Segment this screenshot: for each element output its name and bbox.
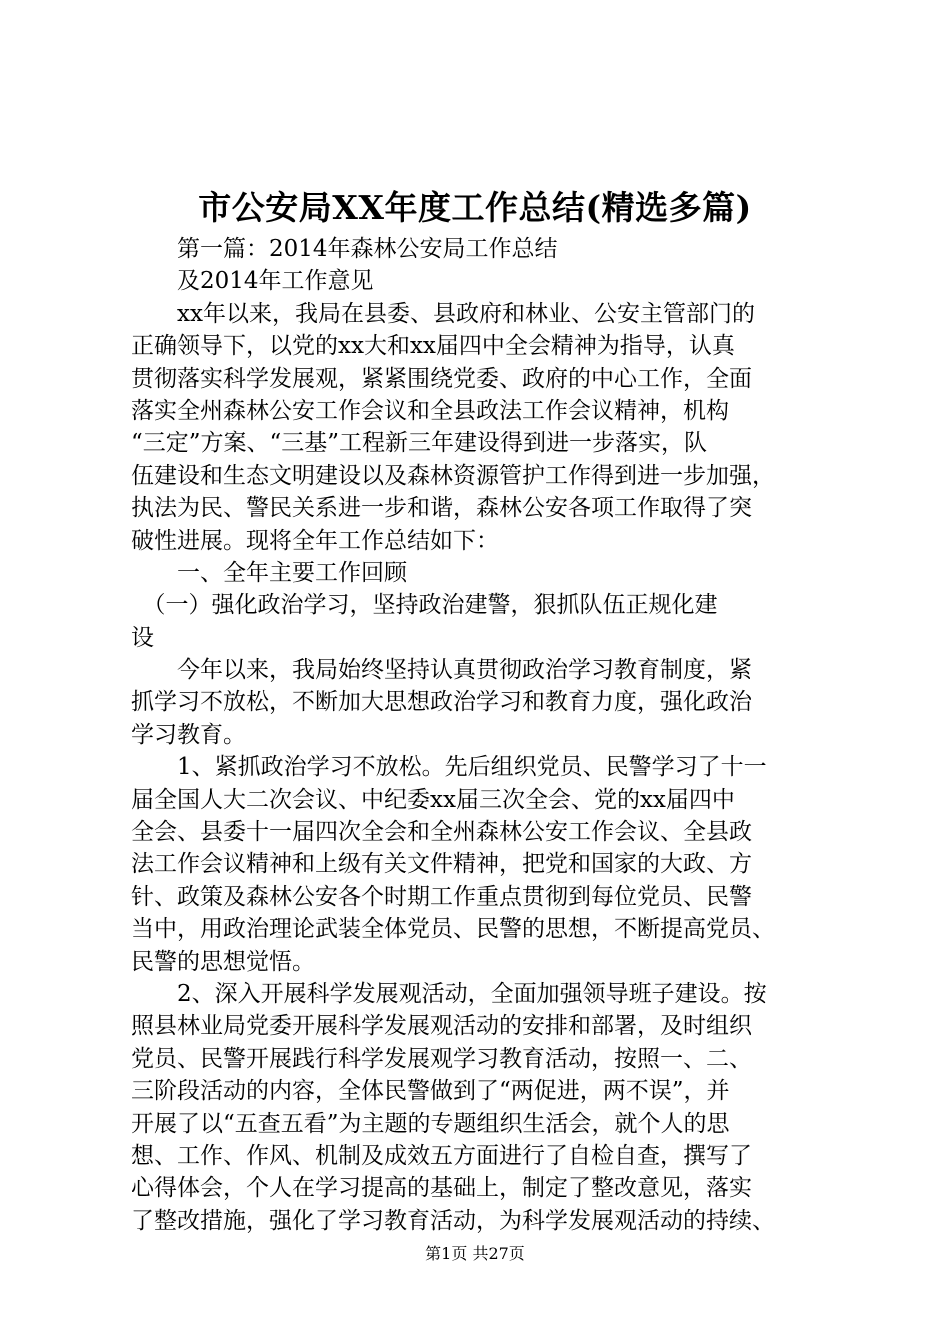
body-line: 学习教育。 [131,721,246,748]
body-line: 法工作会议精神和上级有关文件精神，把党和国家的大政、方 [131,851,752,878]
body-line: 三阶段活动的内容，全体民警做到了“两促进，两不误”，并 [131,1078,730,1105]
body-line: 届全国人大二次会议、中纪委xx届三次全会、党的xx届四中 [131,786,735,813]
body-line: 1、紧抓政治学习不放松。先后组织党员、民警学习了十一 [131,754,767,781]
body-line: 今年以来，我局始终坚持认真贯彻政治学习教育制度，紧 [131,657,752,684]
page-footer: 第1页 共27页 [425,1244,525,1263]
body-line: 抓学习不放松，不断加大思想政治学习和教育力度，强化政治 [131,689,752,716]
body-line: 及2014年工作意见 [131,268,374,295]
body-line: 开展了以“五查五看”为主题的专题组织生活会，就个人的思 [131,1110,730,1137]
body-line: 想、工作、作风、机制及成效五方面进行了自检自查，撰写了 [131,1142,752,1169]
body-line: 党员、民警开展践行科学发展观学习教育活动，按照一、二、 [131,1045,752,1072]
body-line: 当中，用政治理论武装全体党员、民警的思想，不断提高党员、 [131,916,775,943]
body-line: 2、深入开展科学发展观活动，全面加强领导班子建设。按 [131,980,767,1007]
body-line: 一、全年主要工作回顾 [131,559,407,586]
document-body [131,233,836,1237]
body-line: 了整改措施，强化了学习教育活动，为科学发展观活动的持续、 [131,1207,775,1234]
body-line: （一）强化政治学习，坚持政治建警，狠抓队伍正规化建 [131,592,718,619]
body-line: 心得体会，个人在学习提高的基础上，制定了整改意见，落实 [131,1175,752,1202]
body-line: 民警的思想觉悟。 [131,948,315,975]
body-line: 针、政策及森林公安各个时期工作重点贯彻到每位党员、民警 [131,883,752,910]
body-line: 破性进展。现将全年工作总结如下： [131,527,499,554]
body-line: xx年以来，我局在县委、县政府和林业、公安主管部门的 [131,300,755,327]
body-line: 全会、县委十一届四次全会和全州森林公安工作会议、全县政 [131,819,752,846]
body-line: 执法为民、警民关系进一步和谐，森林公安各项工作取得了突 [131,495,752,522]
body-line: 设 [131,624,154,651]
body-line: 正确领导下，以党的xx大和xx届四中全会精神为指导，认真 [131,333,735,360]
body-line: 照县林业局党委开展科学发展观活动的安排和部署，及时组织 [131,1013,752,1040]
body-line: 贯彻落实科学发展观，紧紧围绕党委、政府的中心工作，全面 [131,365,752,392]
document-title: 市公安局XX年度工作总结(精选多篇) [198,188,752,227]
body-line: 伍建设和生态文明建设以及森林资源管护工作得到进一步加强， [131,462,775,489]
body-line: 落实全州森林公安工作会议和全县政法工作会议精神，机构 [131,397,729,424]
body-line: “三定”方案、“三基”工程新三年建设得到进一步落实，队 [131,430,708,457]
body-line: 第一篇：2014年森林公安局工作总结 [131,236,558,262]
